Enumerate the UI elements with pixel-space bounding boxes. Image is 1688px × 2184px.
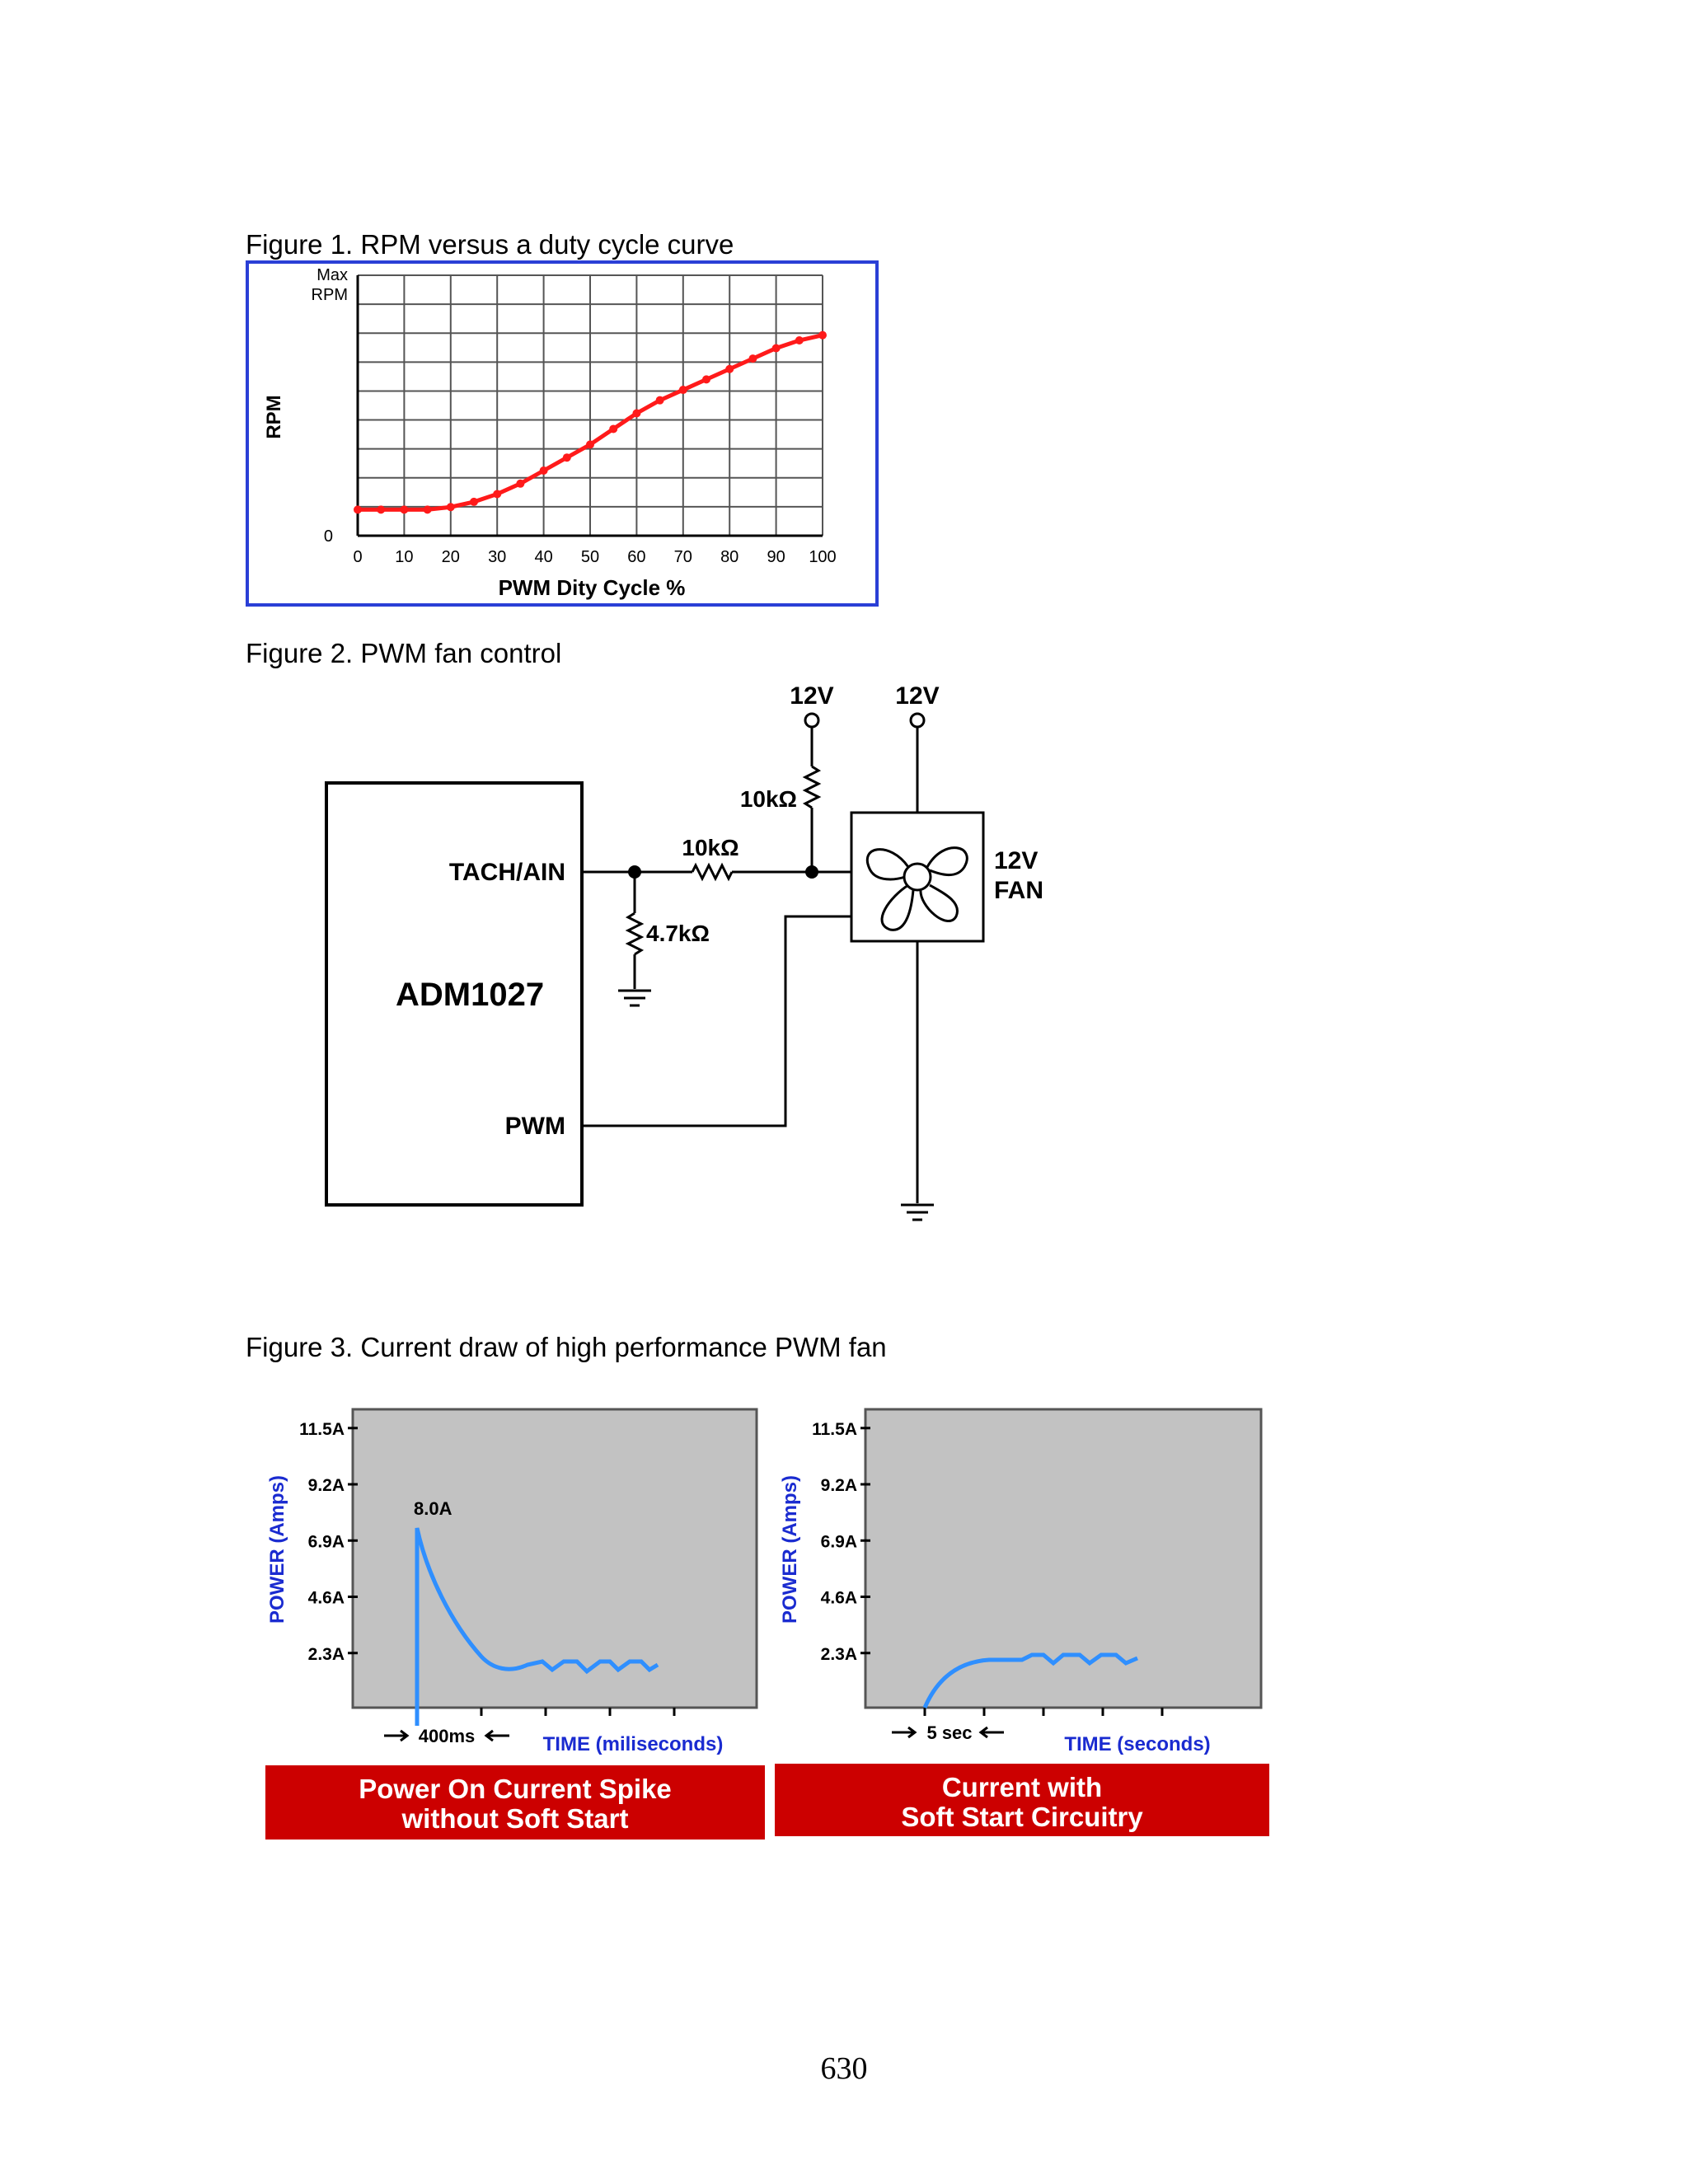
rpm-curve-point [424, 505, 432, 513]
rpm-curve-point [447, 503, 455, 511]
rpm-curve-point [354, 505, 362, 513]
supply-left-label: 12V [790, 682, 834, 710]
banner-line-2: without Soft Start [401, 1803, 629, 1834]
pwm-fan-schematic [313, 676, 1055, 1236]
rpm-curve-point [818, 331, 827, 340]
ground-symbol-left [618, 991, 651, 1005]
y-tick-label: 2.3A [820, 1644, 857, 1664]
y-tick-label: 6.9A [820, 1532, 857, 1552]
figure-1-caption: Figure 1. RPM versus a duty cycle curve [246, 229, 734, 260]
y-tick-label: 4.6A [307, 1588, 345, 1608]
banner-line-2: Soft Start Circuitry [901, 1802, 1143, 1832]
x-tick-label: 40 [534, 548, 553, 566]
page-number: 630 [820, 2051, 868, 2086]
series-resistor [692, 865, 732, 879]
rpm-curve-point [656, 396, 664, 405]
rpm-curve-point [795, 336, 804, 344]
y-tick-label: 11.5A [299, 1419, 345, 1439]
rpm-curve-point [400, 505, 408, 513]
current-spike-chart [262, 1401, 768, 1846]
banner-line-1: Current with [941, 1772, 1103, 1802]
y-tick-label: 2.3A [307, 1644, 345, 1664]
x-tick-label: 60 [627, 548, 646, 566]
y-tick-zero: 0 [323, 527, 333, 546]
soft-start-chart [775, 1401, 1281, 1846]
y-tick-label: 9.2A [820, 1476, 857, 1496]
rpm-curve-point [679, 386, 687, 394]
rpm-curve-point [563, 453, 571, 462]
x-tick-label: 90 [767, 548, 785, 566]
rpm-duty-cycle-chart [246, 260, 879, 607]
x-tick-label: 50 [580, 548, 600, 566]
supply-left-terminal [805, 714, 818, 727]
chip-name: ADM1027 [396, 977, 545, 1013]
ground-symbol-right [901, 1205, 934, 1220]
pwm-wire [582, 916, 851, 1126]
y-ticks [299, 1420, 358, 1664]
fan-box [851, 813, 983, 941]
plot-area [865, 1409, 1261, 1708]
y-axis-label: POWER (Amps) [779, 1475, 801, 1624]
x-axis-label: TIME (seconds) [1064, 1733, 1211, 1755]
pullup-resistor [805, 766, 818, 808]
y-axis-label: RPM [263, 395, 285, 439]
fan-label-voltage: 12V [994, 847, 1039, 874]
plot-area [353, 1409, 757, 1708]
rpm-curve-point [586, 440, 594, 448]
rpm-curve-point [748, 354, 757, 363]
supply-right-label: 12V [895, 682, 940, 710]
rpm-curve-point [377, 505, 385, 513]
series-resistor-label: 10kΩ [682, 835, 739, 860]
x-tick-label: 70 [673, 548, 692, 566]
pullup-resistor-label: 10kΩ [739, 786, 797, 812]
y-tick-label: 4.6A [820, 1588, 857, 1608]
y-tick-label: 11.5A [812, 1419, 857, 1439]
y-axis-label: POWER (Amps) [266, 1475, 288, 1624]
fan-label-fan: FAN [994, 877, 1043, 904]
x-tick-label: 10 [395, 548, 414, 566]
pin-pwm-label: PWM [504, 1113, 565, 1140]
x-tick-label: 0 [353, 548, 363, 566]
y-ticks [812, 1420, 870, 1664]
divider-resistor-label: 4.7kΩ [646, 921, 710, 946]
x-tick-label: 30 [488, 548, 507, 566]
interval-label: 400ms [418, 1726, 476, 1746]
rpm-curve-point [493, 490, 501, 498]
rpm-curve-point [516, 480, 524, 488]
y-tick-max-line1: Max [316, 266, 348, 284]
supply-right-terminal [911, 714, 924, 727]
figure-2-caption: Figure 2. PWM fan control [246, 638, 562, 668]
y-tick-label: 6.9A [307, 1532, 345, 1552]
rpm-curve-point [632, 409, 640, 417]
y-tick-max-line2: RPM [311, 286, 348, 304]
rpm-curve-point [725, 365, 734, 373]
x-tick-label: 100 [809, 548, 837, 566]
figure-3-caption: Figure 3. Current draw of high performance PWM fan [246, 1332, 887, 1362]
peak-label: 8.0A [414, 1498, 452, 1519]
rpm-curve-point [470, 498, 478, 506]
pin-tach-label: TACH/AIN [448, 859, 565, 886]
x-tick-label: 20 [441, 548, 460, 566]
x-tick-label: 80 [720, 548, 739, 566]
interval-label: 5 sec [926, 1722, 973, 1743]
rpm-curve-point [702, 375, 710, 383]
y-tick-label: 9.2A [307, 1476, 345, 1496]
divider-resistor [628, 913, 641, 954]
banner-line-1: Power On Current Spike [359, 1774, 672, 1804]
x-axis-label: PWM Dity Cycle % [498, 575, 686, 600]
x-axis-label: TIME (miliseconds) [542, 1733, 724, 1755]
rpm-curve-point [609, 424, 617, 433]
rpm-curve-point [772, 344, 781, 352]
rpm-curve-point [540, 466, 548, 475]
